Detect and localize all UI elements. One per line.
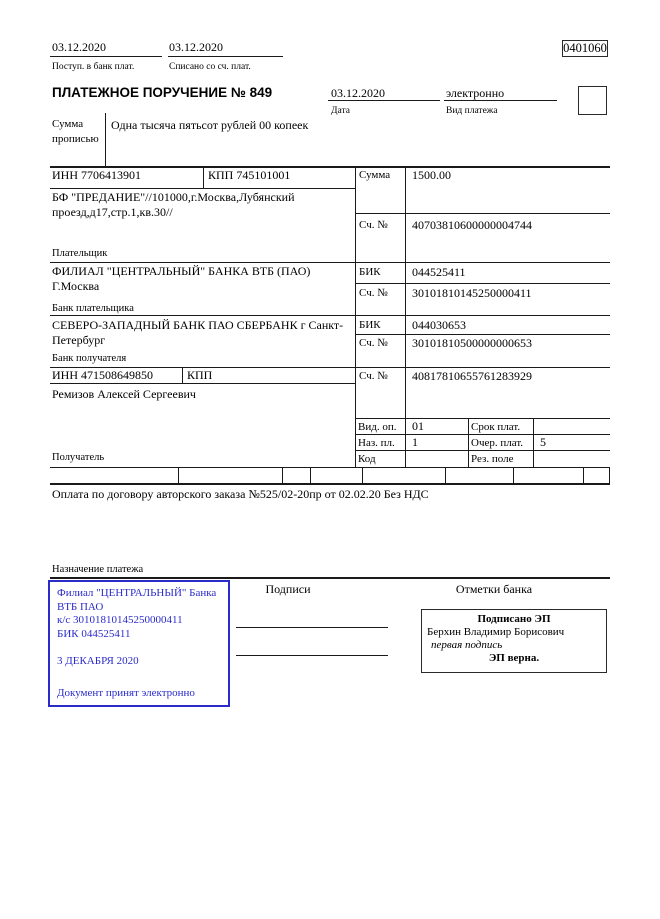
grid-line (50, 383, 355, 384)
purpose-code-value: 1 (412, 435, 418, 449)
grid-line (182, 367, 183, 383)
payee-inn: ИНН 471508649850 (52, 368, 153, 382)
amount-words-label-2: прописью (52, 133, 99, 145)
bank-stamp-line: ВТБ ПАО (57, 600, 104, 613)
form-code: 0401060 (563, 41, 607, 55)
payer-inn: ИНН 7706413901 (52, 168, 141, 182)
payee-bank-account: 30101810500000000653 (412, 336, 532, 350)
payment-purpose-text: Оплата по договору авторского заказа №525/02-20пр от 02.02.20 Без НДС (52, 487, 429, 501)
payee-bank-bik-label: БИК (359, 319, 381, 331)
payer-label: Плательщик (52, 248, 108, 259)
payer-bank-bik: 044525411 (412, 265, 466, 279)
purpose-code-label: Наз. пл. (358, 437, 395, 449)
esignature-kind: первая подпись (431, 639, 503, 651)
payment-kind-value: электронно (446, 86, 505, 100)
grid-line (50, 315, 610, 316)
document-date-label: Дата (331, 106, 350, 116)
grid-line (533, 418, 534, 467)
date-debited-underline (168, 56, 283, 57)
form-code-box (562, 40, 608, 57)
payer-bank-account: 30101810145250000411 (412, 286, 532, 300)
grid-line (355, 283, 610, 284)
date-debited-label: Списано со сч. плат. (169, 62, 251, 72)
priority-value: 5 (540, 435, 546, 449)
payee-label: Получатель (52, 452, 105, 463)
payer-account-label: Сч. № (359, 219, 388, 231)
date-debited-value: 03.12.2020 (169, 40, 223, 54)
bank-stamp-gap (57, 641, 221, 655)
payee-account: 40817810655761283929 (412, 369, 532, 383)
signature-line-2 (236, 655, 388, 656)
grid-line (355, 434, 610, 435)
payment-purpose-label: Назначение платежа (52, 564, 144, 575)
payee-bank-label: Банк получателя (52, 353, 127, 364)
payer-name: БФ "ПРЕДАНИЕ"//101000,г.Москва,Лубянский проезд,д17,стр.1,кв.30// (52, 190, 295, 219)
grid-line (355, 418, 610, 419)
grid-line (50, 262, 610, 263)
document-date-underline (328, 100, 440, 101)
document-title: ПЛАТЕЖНОЕ ПОРУЧЕНИЕ № 849 (52, 85, 273, 100)
signature-line-1 (236, 627, 388, 628)
grid-line (405, 166, 406, 467)
esignature-title: Подписано ЭП (477, 613, 551, 625)
payee-bank-name: СЕВЕРО-ЗАПАДНЫЙ БАНК ПАО СБЕРБАНК г Санкт-Петербург (52, 318, 344, 347)
grid-line (310, 467, 311, 483)
bank-stamp-date: 3 ДЕКАБРЯ 2020 (57, 654, 139, 667)
bank-stamp-line: к/с 30101810145250000411 (57, 614, 183, 626)
payer-kpp: КПП 745101001 (208, 168, 291, 182)
date-received-label: Поступ. в банк плат. (52, 62, 135, 72)
amount-words-divider (105, 113, 106, 166)
payee-name: Ремизов Алексей Сергеевич (52, 387, 196, 401)
grid-line (203, 166, 204, 188)
grid-line (609, 467, 610, 483)
payment-kind-label: Вид платежа (446, 106, 498, 116)
due-date-label: Срок плат. (471, 421, 521, 433)
grid-line (355, 450, 610, 451)
grid-line (445, 467, 446, 483)
payee-bank-account-label: Сч. № (359, 337, 388, 349)
op-kind-label: Вид. оп. (358, 421, 397, 433)
document-date-value: 03.12.2020 (331, 86, 385, 100)
grid-line (282, 467, 283, 483)
reserve-field-label: Рез. поле (471, 453, 514, 465)
bank-marks-label: Отметки банка (455, 582, 533, 596)
op-kind-value: 01 (412, 419, 424, 433)
date-received-value: 03.12.2020 (52, 40, 106, 54)
grid-line (355, 166, 356, 467)
payee-kpp-label: КПП (187, 368, 213, 382)
grid-line (355, 334, 610, 335)
payment-kind-underline (444, 100, 557, 101)
amount-words-value: Одна тысяча пятьсот рублей 00 копеек (111, 118, 309, 132)
esignature-box (421, 609, 607, 673)
payer-account-value: 40703810600000004744 (412, 218, 532, 232)
grid-line (50, 483, 610, 485)
grid-line (178, 467, 179, 483)
bank-stamp (48, 580, 230, 707)
payer-bank-label: Банк плательщика (52, 303, 134, 314)
grid-line (583, 467, 584, 483)
grid-line (362, 467, 363, 483)
bank-stamp-accepted: Документ принят электронно (57, 686, 195, 699)
payer-bank-bik-label: БИК (359, 266, 381, 278)
esignature-signer-name: Берхин Владимир Борисович (427, 626, 565, 638)
date-received-underline (50, 56, 162, 57)
grid-line (468, 418, 469, 467)
grid-line (513, 467, 514, 483)
payer-bank-account-label: Сч. № (359, 287, 388, 299)
sum-value: 1500.00 (412, 168, 451, 182)
payer-bank-name: ФИЛИАЛ "ЦЕНТРАЛЬНЫЙ" БАНКА ВТБ (ПАО) Г.Москва (52, 264, 311, 293)
purpose-separator-line (50, 577, 610, 579)
status-square (578, 86, 607, 115)
amount-words-label-1: Сумма (52, 118, 84, 130)
signatures-label: Подписи (265, 582, 311, 596)
payee-account-label: Сч. № (359, 370, 388, 382)
code-label: Код (358, 453, 376, 465)
bank-stamp-line: Филиал "ЦЕНТРАЛЬНЫЙ" Банка (57, 587, 217, 599)
grid-line (355, 213, 610, 214)
grid-line (50, 188, 355, 189)
priority-label: Очер. плат. (471, 437, 524, 449)
esignature-verified: ЭП верна. (488, 652, 540, 664)
grid-line (50, 467, 610, 468)
sum-label: Сумма (359, 169, 391, 181)
bank-stamp-line: БИК 044525411 (57, 627, 131, 640)
payee-bank-bik: 044030653 (412, 318, 466, 332)
